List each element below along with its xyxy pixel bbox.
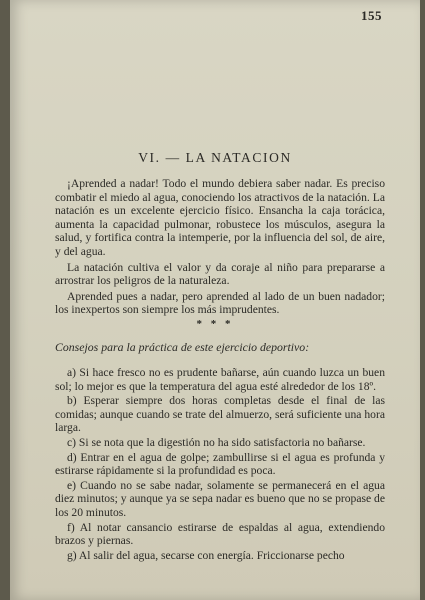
page-number: 155 [361, 8, 382, 23]
intro-paragraph: La natación cultiva el valor y da coraje al niño para prepararse a arrostrar los peligros de la naturaleza. [55, 260, 385, 288]
advice-item: f) Al notar cansancio estirarse de espaldas al agua, extendiendo brazos y piernas. [55, 520, 385, 548]
advice-list [55, 366, 385, 563]
book-page [10, 0, 420, 600]
chapter-title: VI. — LA NATACION [138, 150, 292, 165]
advice-item: e) Cuando no se sabe nadar, solamente se permanecerá en el agua diez minutos; y aunque ya se sepa nadar es bueno que no se propase de los 20 minutos. [55, 478, 385, 519]
intro-section [55, 177, 385, 319]
advice-subtitle: Consejos para la práctica de este ejercicio deportivo: [55, 340, 310, 354]
advice-item: c) Si se nota que la digestión no ha sido satisfactoria no bañarse. [67, 435, 366, 449]
advice-item: d) Entrar en el agua de golpe; zambullirse si el agua es profunda y estirarse rápidamente si la profundidad es poca. [55, 450, 385, 478]
advice-item: a) Si hace fresco no es prudente bañarse, aún cuando luzca un buen sol; lo mejor es que la temperatura del agua esté alrededor de los 18º. [55, 366, 385, 393]
intro-paragraph: Aprended pues a nadar, pero aprended al lado de un buen nadador; los inexpertos son siempre los más imprudentes. [55, 289, 385, 317]
section-separator: * * * [196, 318, 234, 330]
advice-item: b) Esperar siempre dos horas completas desde el final de las comidas; aunque cuando se trate del almuerzo, será suficiente una hora larga. [55, 394, 385, 435]
advice-item: g) Al salir del agua, secarse con energía. Friccionarse pecho [67, 548, 345, 562]
intro-paragraph: ¡Aprended a nadar! Todo el mundo debiera saber nadar. Es preciso combatir el miedo al agua, conociendo los atractivos de la natación. La natación es un excelente ejercicio físico. Ensancha la caja torácica, aumenta la capacidad pulmonar, robustece los músculos, asegura la salud, y fortifica contra la intemperie, por la influencia del sol, de aire, y del agua. [55, 177, 385, 258]
